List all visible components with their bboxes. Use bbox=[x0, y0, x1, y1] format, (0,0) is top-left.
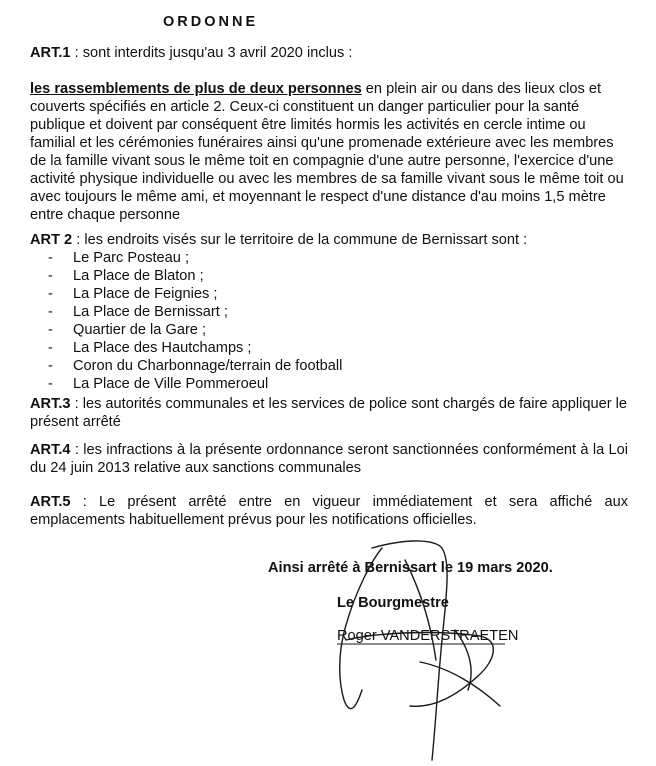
list-dash: - bbox=[48, 340, 53, 356]
list-item bbox=[30, 285, 628, 303]
list-dash: - bbox=[48, 358, 53, 374]
place-name: La Place de Ville Pommeroeul bbox=[73, 376, 269, 392]
article-1-heading bbox=[30, 44, 628, 62]
article-5-label: ART.5 bbox=[30, 494, 71, 510]
article-2-label: ART 2 bbox=[30, 232, 73, 248]
list-item bbox=[30, 375, 628, 393]
place-name: La Place de Blaton ; bbox=[73, 268, 204, 284]
article-2-heading bbox=[30, 231, 628, 249]
list-item bbox=[30, 357, 628, 375]
article-4-label: ART.4 bbox=[30, 442, 71, 458]
article-3 bbox=[30, 395, 628, 431]
list-dash: - bbox=[48, 322, 53, 338]
place-name: La Place de Feignies ; bbox=[73, 286, 218, 302]
article-2 bbox=[30, 231, 628, 393]
article-4 bbox=[30, 441, 628, 477]
list-dash: - bbox=[48, 304, 53, 320]
article-5-text: : Le présent arrêté entre en vigueur immédiatement et sera affiché aux emplacements habituellement prévus pour les notifications officielles. bbox=[30, 494, 628, 528]
article-1-label: ART.1 bbox=[30, 45, 71, 61]
article-1-intro: : sont interdits jusqu'au 3 avril 2020 inclus : bbox=[70, 45, 353, 61]
places-list bbox=[30, 249, 628, 393]
list-dash: - bbox=[48, 250, 53, 266]
list-item bbox=[30, 267, 628, 285]
article-3-text: : les autorités communales et les services de police sont chargés de faire appliquer le présent arrêté bbox=[30, 396, 628, 430]
document-title: ORDONNE bbox=[163, 14, 259, 30]
list-dash: - bbox=[48, 286, 53, 302]
list-item bbox=[30, 303, 628, 321]
signature-role: Le Bourgmestre bbox=[337, 595, 449, 611]
article-1-body bbox=[30, 80, 628, 224]
place-name: Coron du Charbonnage/terrain de football bbox=[73, 358, 343, 374]
place-name: Quartier de la Gare ; bbox=[73, 322, 207, 338]
place-name: La Place de Bernissart ; bbox=[73, 304, 228, 320]
article-4-text: : les infractions à la présente ordonnance seront sanctionnées conformément à la Loi du 24 juin 2013 relative aux sanctions communales bbox=[30, 442, 628, 476]
list-dash: - bbox=[48, 376, 53, 392]
article-1-emphasis: les rassemblements de plus de deux personnes bbox=[30, 81, 362, 97]
place-name: Le Parc Posteau ; bbox=[73, 250, 190, 266]
signature-name: Roger VANDERSTRAETEN bbox=[337, 628, 519, 644]
place-name: La Place des Hautchamps ; bbox=[73, 340, 252, 356]
signature-stroke bbox=[420, 662, 500, 706]
article-2-intro: : les endroits visés sur le territoire de la commune de Bernissart sont : bbox=[72, 232, 528, 248]
article-1-text: en plein air ou dans des lieux clos et couverts spécifiés en article 2. Ceux-ci constituent un danger particulier pour la santé publique et doivent par conséquent être limités hormis les activités en cercle intime ou familial et les cérémonies funéraires ainsi qu'une promenade extérieure avec les membres de la famille vivant sous le même toit en compagnie d'une autre personne, l'exercice d'une activité physique individuelle ou avec les membres de sa famille vivant sous le même toit ou avec toujours le même ami, et moyennant le respect d'une distance d'au moins 1,5 mètre entre chaque personne bbox=[30, 81, 624, 223]
signature-place-date: Ainsi arrêté à Bernissart le 19 mars 2020. bbox=[268, 560, 553, 576]
article-5 bbox=[30, 493, 628, 529]
list-item bbox=[30, 321, 628, 339]
list-dash: - bbox=[48, 268, 53, 284]
article-3-label: ART.3 bbox=[30, 396, 71, 412]
list-item bbox=[30, 339, 628, 357]
list-item bbox=[30, 249, 628, 267]
